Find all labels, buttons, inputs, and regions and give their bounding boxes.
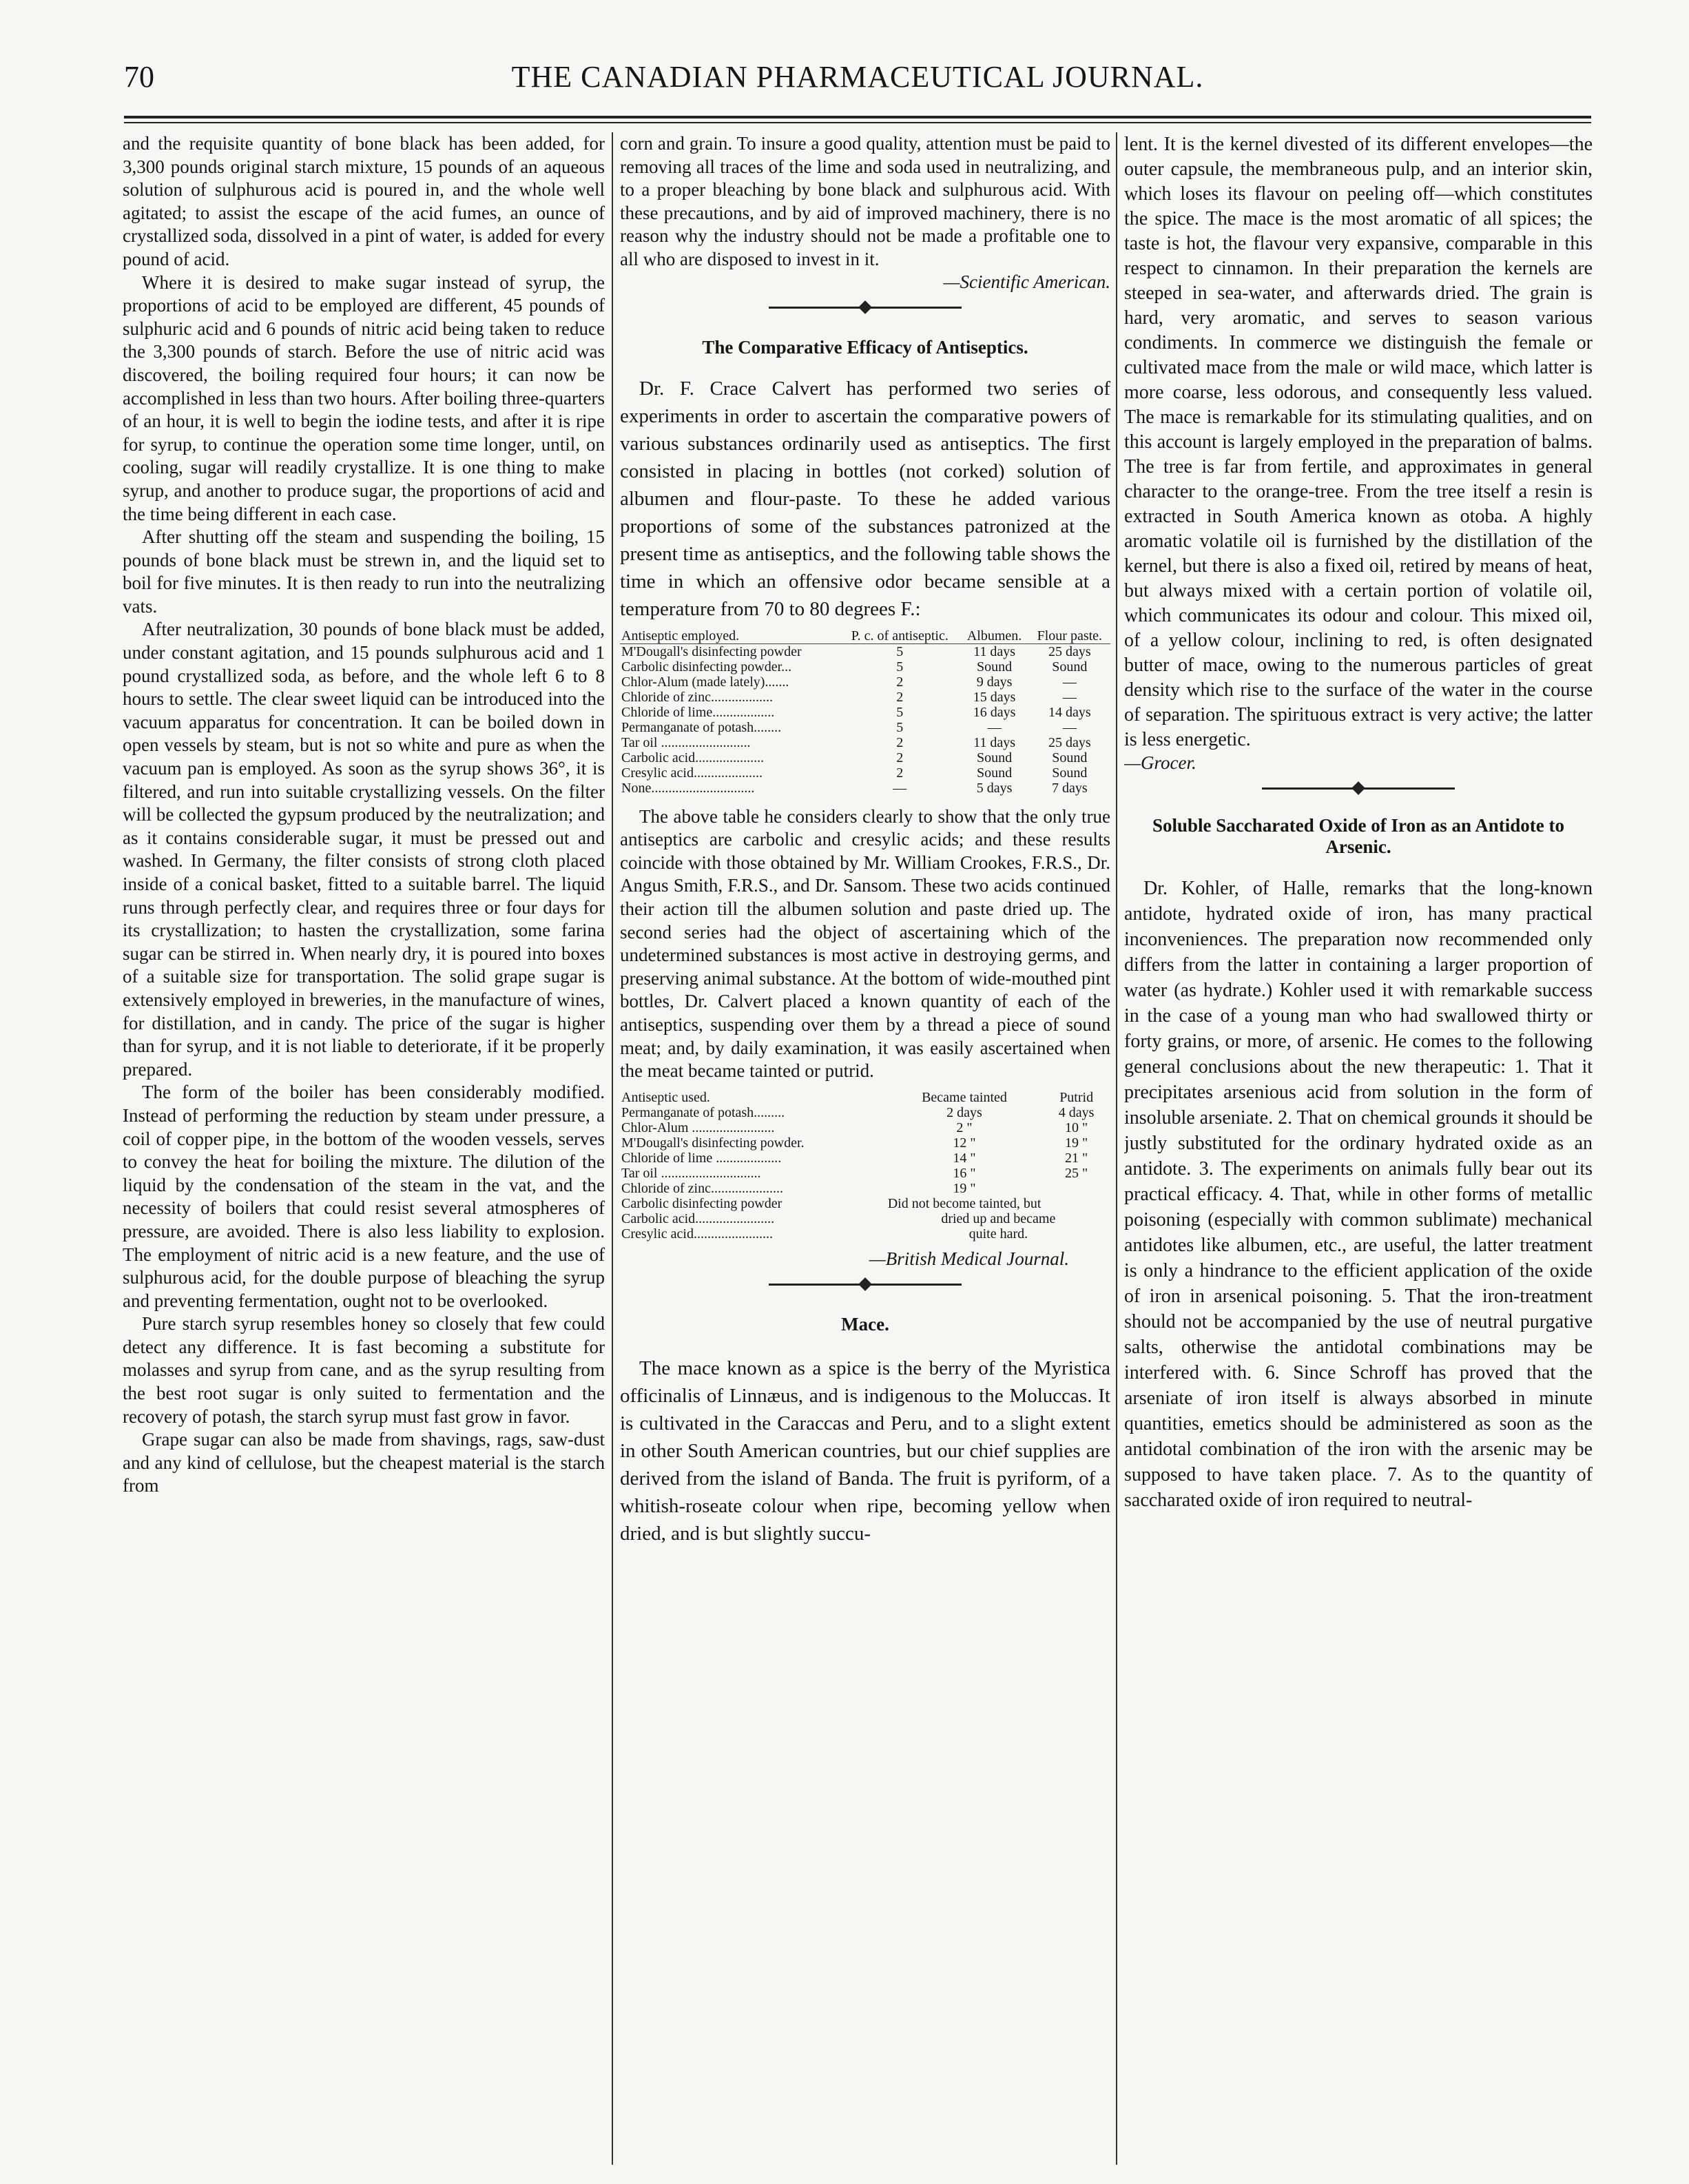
table-cell: Carbolic acid.................... [621,750,765,765]
column-2 [620,132,1110,2165]
table-cell: 14 " [953,1150,976,1166]
table-cell: — [893,780,907,796]
table-cell: — [1062,719,1077,735]
table-cell: Carbolic disinfecting powder [621,1195,783,1211]
column-1 [123,132,605,2165]
table-cell: 5 days [976,780,1013,796]
table-row [620,1135,1110,1151]
paragraph: The mace known as a spice is the berry of the Myristica officinalis of Linnæus, and is indigenous to the Moluccas. It is cultivated in the Caraccas and Peru, and to a slight extent in other South American countries, but our chief supplies are derived from the island of Banda. The fruit is pyriform, of a whitish-roseate colour when ripe, becoming yellow when dried, and is but slightly succu- [620,1357,1110,1545]
table-cell: M'Dougall's disinfecting powder. [621,1135,805,1151]
paragraph: Dr. F. Crace Calvert has performed two series of experiments in order to ascertain the comparative powers of various substances ordinarily used as antiseptics. The first consisted in placing in bottles (not corked) solution of albumen and flour-paste. To these he added various proportions of some of the substances patronized at the present time as antiseptics, and the following table shows the time in which an offensive odor became sensible at a temperature from 70 to 80 degrees F.: [620,377,1110,620]
table-cell: Sound [1052,750,1088,765]
table-header: Antiseptic employed. [621,628,740,643]
article-heading: Soluble Saccharated Oxide of Iron as an Antidote to Arsenic. [1152,815,1565,857]
table-cell: Sound [1052,765,1088,781]
table-header: Antiseptic used. [621,1089,710,1105]
table-cell: 4 days [1058,1104,1095,1120]
table-cell: 7 days [1052,780,1088,796]
table-cell: Cresylic acid....................... [621,1226,773,1242]
table-row [620,720,1110,735]
table-row [620,765,1110,781]
table-cell: Carbolic acid....................... [621,1211,775,1226]
table-row [620,781,1110,796]
table-cell: Chlor-Alum ........................ [621,1120,775,1135]
table-cell: Sound [977,765,1013,781]
table-header: Became tainted [922,1089,1007,1105]
table-row [620,705,1110,720]
table-cell: 5 [896,704,904,720]
table-cell: 2 [896,750,904,765]
paragraph: Grape sugar can also be made from shavings, rags, saw-dust and any kind of cellulose, but the cheapest material is the starch from [123,1429,605,1496]
header-rule-thick [124,116,1591,119]
table-cell: 16 days [973,704,1016,720]
table-cell: 2 [896,689,904,705]
table-cell: 19 " [1065,1135,1088,1151]
table-cell: 2 [896,734,904,750]
table-header: Putrid [1059,1089,1094,1105]
paragraph: Dr. Kohler, of Halle, remarks that the long-known antidote, hydrated oxide of iron, has many practical inconveniences. The preparation now recommended only differs from the latter in containing a larger proportion of water (as hydrate.) Kohler used it with remarkable success in the case of a young man who had swallowed thirty or forty grains, or more, of arsenic. He comes to the following general conclusions about the new therapeutic: 1. That it precipitates arsenious acid from solution in the form of insoluble arseniate. 2. That on chemical grounds it should be justly substituted for the ordinary hydrated oxide as an antidote. 3. The experiments on animals fully bear out its practical efficacy. 4. That, while in other forms of metallic poisoning (especially with common sublimate) mechanical antidotes like albumen, etc., are useful, the latter treatment is only a hindrance to the efficient application of the oxide of iron in arsenical poisoning. 5. That the iron-treatment should not be accompanied by the use of neutral purgative salts, otherwise the antidotal combinations may be interfered with. 6. Since Schroff has proved that the arseniate of iron itself is always absorbed in minute quantities, emetics should be administered as soon as the antidotal combination of the iron with the arsenic may be supposed to have taken place. 7. As to the quantity of saccharated oxide of iron required to neutral- [1124,878,1593,1511]
source-credit: —British Medical Journal. [869,1248,1069,1269]
table-cell: 11 days [973,643,1016,659]
paragraph: The form of the boiler has been considerably modified. Instead of performing the reduction by steam under pressure, a coil of copper pipe, in the bottom of the wooden vessels, serves to convey the heat for boiling the mixture. The dilution of the liquid by the condensation of the steam in the vat, and the necessity of boilers that could resist several atmospheres of pressure, are avoided. There is also less liability to explosion. The employment of nitric acid is a new feature, and the use of sulphurous acid, for the double purpose of bleaching the syrup and preventing fermentation, ought not to be overlooked. [123,1082,605,1311]
table-cell: 2 " [956,1120,973,1135]
article-heading: The Comparative Efficacy of Antiseptics. [702,336,1028,358]
column-divider [612,132,613,2165]
table-cell: 5 [896,659,904,674]
table-cell: 10 " [1065,1120,1088,1135]
table-row [620,1166,1110,1181]
table-cell: — [987,719,1002,735]
table-cell: 12 " [953,1135,976,1151]
source-credit: —Grocer. [1124,752,1196,773]
table-row [620,1226,1110,1242]
table-row [620,1211,1110,1226]
table-cell: Chlor-Alum (made lately)....... [621,674,789,690]
paragraph: After neutralization, 30 pounds of bone black must be added, under constant agitation, and 15 pounds sulphurous acid and 1 pound crystallized soda, as before, and the whole left 6 to 8 hours to settle. The clear sweet liquid can be introduced into the vacuum apparatus for concentration. It can be boiled down in open vessels by steam, but is not so white and pure as when the vacuum pan is employed. As soon as the syrup shows 36°, it is filtered, and run into suitable crystallizing vessels. On the filter will be collected the gypsum produced by the neutralization; and as it contains considerable sugar, it must be pressed out and washed. In Germany, the filter consists of strong cloth placed inside of a conical basket, fitted to a suitable barrel. The liquid runs through perfectly clear, and requires three or four days for its crystallization; to hasten the crystallization, some farina sugar can be stirred in. When nearly dry, it is poured into boxes of a suitable size for transportation. The solid grape sugar is extensively employed in breweries, in the manufacture of wines, for distillation, and in candy. The price of the sugar is higher than for syrup, and it is not liable to deteriorate, if it be properly prepared. [123,619,605,1080]
table-cell: Permanganate of potash........ [621,719,782,735]
table-cell: 5 [896,719,904,735]
table-cell: — [1062,674,1077,690]
table-row [620,1181,1110,1196]
table-row [620,659,1110,674]
table-cell: Tar oil .......................... [621,734,751,750]
table-cell: 25 days [1048,643,1091,659]
table-cell: — [1062,689,1077,705]
journal-title: THE CANADIAN PHARMACEUTICAL JOURNAL. [511,60,1204,94]
table-cell: Carbolic disinfecting powder... [621,659,792,674]
table-cell: Cresylic acid.................... [621,765,763,781]
table-row [620,1120,1110,1135]
table-cell: 2 [896,674,904,690]
column-divider [1116,132,1117,2165]
table-cell: 25 " [1065,1165,1088,1181]
page-number: 70 [124,60,154,94]
table-cell: 2 days [946,1104,982,1120]
table-cell: 25 days [1048,734,1091,750]
table-cell: 11 days [973,734,1016,750]
paragraph: Pure starch syrup resembles honey so closely that few could detect any difference. It is fast becoming a substitute for molasses and syrup from cane, and as the syrup resulting from the best root sugar is only suited to fermentation and the recovery of potash, the starch syrup must fast grow in favor. [123,1313,605,1427]
table-cell: 2 [896,765,904,781]
table-cell: Permanganate of potash......... [621,1104,785,1120]
table-cell: Tar oil ............................. [621,1165,761,1181]
table-cell: Sound [977,659,1013,674]
table-cell: Sound [1052,659,1088,674]
antiseptic-table-2 [620,1090,1110,1242]
table-cell: 21 " [1065,1150,1088,1166]
table-row [620,735,1110,750]
paragraph: and the requisite quantity of bone black has been added, for 3,300 pounds original starch mixture, 15 pounds of an aqueous solution of sulphurous acid is poured in, and the whole well agitated; to assist the escape of the acid fumes, an ounce of crystallized soda, dissolved in a pint of water, is added for every pound of acid. [123,133,605,269]
table-cell: dried up and became [941,1211,1056,1226]
table-row [620,1105,1110,1120]
column-3 [1124,132,1593,2165]
table-cell: M'Dougall's disinfecting powder [621,643,802,659]
antiseptic-table-1 [620,628,1110,796]
table-row [620,1151,1110,1166]
table-row [620,674,1110,690]
table-row [620,643,1110,659]
table-cell: Did not become tainted, but [887,1195,1042,1211]
table-cell: quite hard. [968,1226,1028,1242]
table-cell: 15 days [973,689,1016,705]
table-cell: Chloride of lime.................. [621,704,775,720]
table-cell: Sound [977,750,1013,765]
table-row [620,750,1110,765]
table-header: P. c. of antiseptic. [851,628,949,643]
table-cell: None.............................. [621,780,755,796]
table-cell: 19 " [953,1180,976,1196]
article-heading: Mace. [841,1313,889,1335]
section-ornament [620,293,1110,320]
table-cell [1042,1181,1110,1196]
paragraph: lent. It is the kernel divested of its different envelopes—the outer capsule, the membraneous pulp, and an interior skin, which loses its flavour on peeling off—which constitutes the spice. The mace is the most aromatic of all spices; the taste is hot, the flavour very expansive, comparable in this respect to cinnamon. In their preparation the kernels are steeped in sea-water, and afterwards dried. The grain is hard, very aromatic, and serves to season various condiments. In commerce we distinguish the female or cultivated mace from the male or wild mace, which latter is more coarse, less odorous, and consequently less valued. The mace is remarkable for its stimulating qualities, and on this account is largely employed in the preparation of balms. The tree is far from fertile, and approximates in general character to the orange-tree. From the tree itself a resin is extracted in South America known as otoba. A highly aromatic volatile oil is furnished by the distillation of the kernel, but there is also a fixed oil, retired by means of heat, but always mixed with a certain portion of volatile oil, which communicates its odour and colour. This mixed oil, of a yellow colour, inclining to red, is often designated butter of mace, owing to the numerous particles of great density which rise to the surface of the water in the course of separation. The spirituous extract is very active; the latter is less energetic. [1124,134,1593,750]
table-row [620,690,1110,705]
table-cell: 9 days [976,674,1013,690]
header-rule-thin [124,122,1591,123]
source-credit: —Scientific American. [943,271,1110,292]
table-header: Albumen. [966,628,1022,643]
table-row [620,1196,1110,1211]
paragraph: Where it is desired to make sugar instead of syrup, the proportions of acid to be employed are different, 45 pounds of sulphuric acid and 6 pounds of nitric acid being taken to reduce the 3,300 pounds of starch. Before the use of nitric acid was discovered, the boiling required four hours; it can now be accomplished in less than two hours. After boiling three-quarters of an hour, it is well to begin the iodine tests, and after it is ripe for syrup, to continue the operation some time longer, until, on cooling, sugar will readily crystallize. It is one thing to make syrup, and another to produce sugar, the proportions of acid and the time being different in each case. [123,271,605,524]
paragraph: After shutting off the steam and suspending the boiling, 15 pounds of bone black must be strewn in, and the liquid set to boil for five minutes. It is then ready to run into the neutralizing vats. [123,526,605,617]
table-cell: Chloride of zinc.................. [621,689,773,705]
table-cell: 5 [896,643,904,659]
page-header [124,59,1591,101]
table-cell: Chloride of lime ................... [621,1150,782,1166]
table-cell: 16 " [953,1165,976,1181]
table-cell: Chloride of zinc..................... [621,1180,783,1196]
section-ornament [1124,774,1593,801]
table-header: Flour paste. [1037,628,1103,643]
paragraph: corn and grain. To insure a good quality, attention must be paid to removing all traces of the lime and soda used in neutralizing, and to a proper bleaching by bone black and sulphurous acid. With these precautions, and by aid of improved machinery, there is no reason why the industry should not be made a profitable one to all who are disposed to invest in it. [620,133,1110,269]
section-ornament [620,1270,1110,1297]
table-cell: 14 days [1048,704,1091,720]
paragraph: The above table he considers clearly to show that the only true antiseptics are carbolic and cresylic acids; and these results coincide with those obtained by Mr. William Crookes, F.R.S., Dr. Angus Smith, F.R.S., and Dr. Sansom. These two acids continued their action till the albumen solution and paste dried up. The second series had the object of ascertaining which of the undetermined substances is most active in destroying germs, and preserving animal substance. At the bottom of wide-mouthed pint bottles, Dr. Calvert placed a known quantity of each of the antiseptics, suspending over them by a thread a piece of sound meat; and, by daily examination, it was easily ascertained when the meat became tainted or putrid. [620,805,1110,1082]
